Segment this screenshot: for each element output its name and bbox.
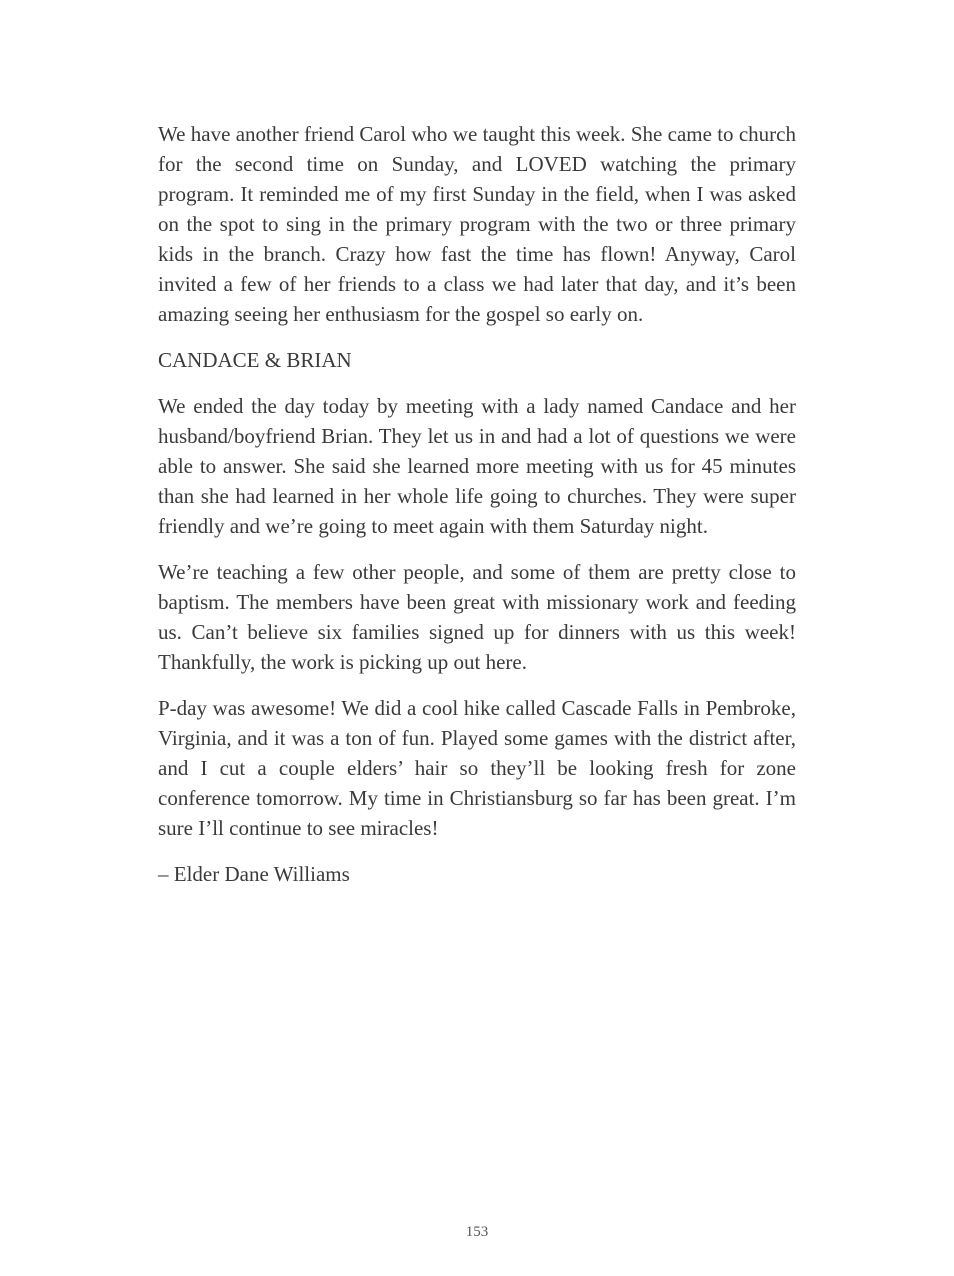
paragraph-teaching: We’re teaching a few other people, and some of them are pretty close to baptism. The members have been great with missionary work and feeding us. Can’t believe six families signed up for dinners with us this week! Thankfully, the work is picking up out here. — [158, 560, 796, 674]
signature: – Elder Dane Williams — [158, 862, 350, 886]
page-number: 153 — [465, 1224, 489, 1240]
paragraph-carol: We have another friend Carol who we taught this week. She came to church for the second time on Sunday, and LOVED watching the primary program. It reminded me of my first Sunday in the field, when I was asked on the spot to sing in the primary program with the two or three primary kids in the branch. Crazy how fast the time has flown! Anyway, Carol invited a few of her friends to a class we had later that day, and it’s been amazing seeing her enthusiasm for the gospel so early on. — [158, 122, 796, 326]
paragraph-candace-brian: We ended the day today by meeting with a lady named Candace and her husband/boyfriend Brian. They let us in and had a lot of questions we were able to answer. She said she learned more meeting with us for 45 minutes than she had learned in her whole life going to churches. They were super friendly and we’re going to meet again with them Saturday night. — [158, 394, 796, 538]
paragraph-p-day: P-day was awesome! We did a cool hike called Cascade Falls in Pembroke, Virginia, and it was a ton of fun. Played some games with the district after, and I cut a couple elders’ hair so they’ll be looking fresh for zone conference tomorrow. My time in Christiansburg so far has been great. I’m sure I’ll continue to see miracles! — [158, 696, 796, 840]
page-body — [158, 119, 796, 889]
section-heading: CANDACE & BRIAN — [158, 348, 352, 372]
